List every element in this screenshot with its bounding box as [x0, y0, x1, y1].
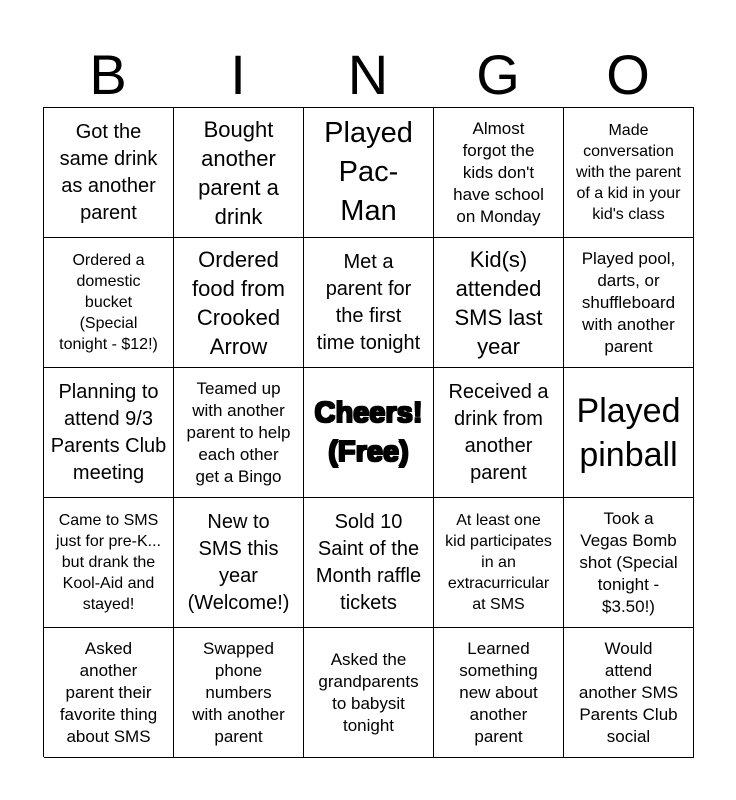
bingo-cell-label: Played pool, darts, or shuffleboard with another parent: [581, 248, 676, 356]
bingo-cell-r3-c4[interactable]: [434, 368, 564, 498]
header-letter-n: N: [347, 43, 389, 106]
bingo-cell-label: Swapped phone numbers with another parent: [192, 638, 285, 746]
bingo-cell-label: Played Pac- Man: [324, 117, 413, 227]
bingo-cell-r4-c4[interactable]: [434, 498, 564, 628]
bingo-cell-r2-c5[interactable]: [564, 238, 694, 368]
header-letter-i: I: [230, 43, 246, 106]
bingo-cell-r1-c4[interactable]: [434, 108, 564, 238]
bingo-cell-r5-c2[interactable]: [174, 628, 304, 758]
header-letter-b: B: [89, 43, 127, 106]
bingo-cell-label: Learned something new about another parent: [459, 638, 538, 746]
bingo-cell-r2-c1[interactable]: [44, 238, 174, 368]
bingo-cell-r3-c1[interactable]: [44, 368, 174, 498]
bingo-cell-r3-c2[interactable]: [174, 368, 304, 498]
bingo-cell-label: Teamed up with another parent to help each other get a Bingo: [186, 378, 291, 486]
bingo-cell-r1-c5[interactable]: [564, 108, 694, 238]
bingo-cell-label: Planning to attend 9/3 Parents Club meeting: [50, 380, 167, 484]
bingo-cell-label: Asked another parent their favorite thing about SMS: [59, 638, 158, 746]
bingo-cell-label: Met a parent for the first time tonight: [316, 250, 421, 354]
bingo-cell-label: Would attend another SMS Parents Club social: [578, 638, 679, 746]
bingo-cell-label: At least one kid participates in an extracurricular at SMS: [445, 512, 552, 613]
bingo-cell-label: Ordered food from Crooked Arrow: [192, 246, 285, 359]
free-space-label: Cheers! (Free): [314, 396, 423, 468]
bingo-cell-r3-c5[interactable]: [564, 368, 694, 498]
bingo-cell-label: Sold 10 Saint of the Month raffle tickets: [315, 510, 422, 614]
bingo-cell-label: Bought another parent a drink: [198, 116, 279, 229]
bingo-cell-r5-c4[interactable]: [434, 628, 564, 758]
header-letter-o: O: [606, 43, 650, 106]
bingo-cell-r5-c1[interactable]: [44, 628, 174, 758]
bingo-cell-label: Took a Vegas Bomb shot (Special tonight - $3.50!): [579, 508, 678, 616]
bingo-cell-label: Made conversation with the parent of a kid in your kid's class: [576, 122, 681, 223]
bingo-cell-label: Played pinball: [576, 391, 681, 474]
bingo-cell-label: Asked the grandparents to babysit tonight: [318, 649, 419, 735]
bingo-cell-label: Came to SMS just for pre-K... but drank the Kool-Aid and stayed!: [56, 512, 161, 613]
bingo-cell-r5-c3[interactable]: [304, 628, 434, 758]
bingo-cell-label: Kid(s) attended SMS last year: [454, 246, 543, 359]
bingo-cell-label: Got the same drink as another parent: [59, 120, 158, 224]
bingo-cell-r4-c2[interactable]: [174, 498, 304, 628]
bingo-cell-label: Received a drink from another parent: [448, 380, 549, 484]
bingo-cell-r4-c5[interactable]: [564, 498, 694, 628]
bingo-cell-r2-c2[interactable]: [174, 238, 304, 368]
bingo-cell-label: Almost forgot the kids don't have school on Monday: [453, 118, 544, 226]
bingo-cell-r1-c1[interactable]: [44, 108, 174, 238]
free-space-cell[interactable]: [304, 368, 434, 498]
bingo-cell-r4-c1[interactable]: [44, 498, 174, 628]
bingo-cell-r2-c3[interactable]: [304, 238, 434, 368]
bingo-cell-r1-c2[interactable]: [174, 108, 304, 238]
bingo-cell-r5-c5[interactable]: [564, 628, 694, 758]
bingo-cell-r1-c3[interactable]: [304, 108, 434, 238]
bingo-cell-label: New to SMS this year (Welcome!): [187, 510, 290, 614]
bingo-cell-r2-c4[interactable]: [434, 238, 564, 368]
header-letter-g: G: [476, 43, 520, 106]
bingo-header: [43, 42, 693, 108]
bingo-board: [43, 107, 694, 757]
bingo-cell-r4-c3[interactable]: [304, 498, 434, 628]
bingo-cell-label: Ordered a domestic bucket (Special tonight - $12!): [59, 252, 158, 353]
